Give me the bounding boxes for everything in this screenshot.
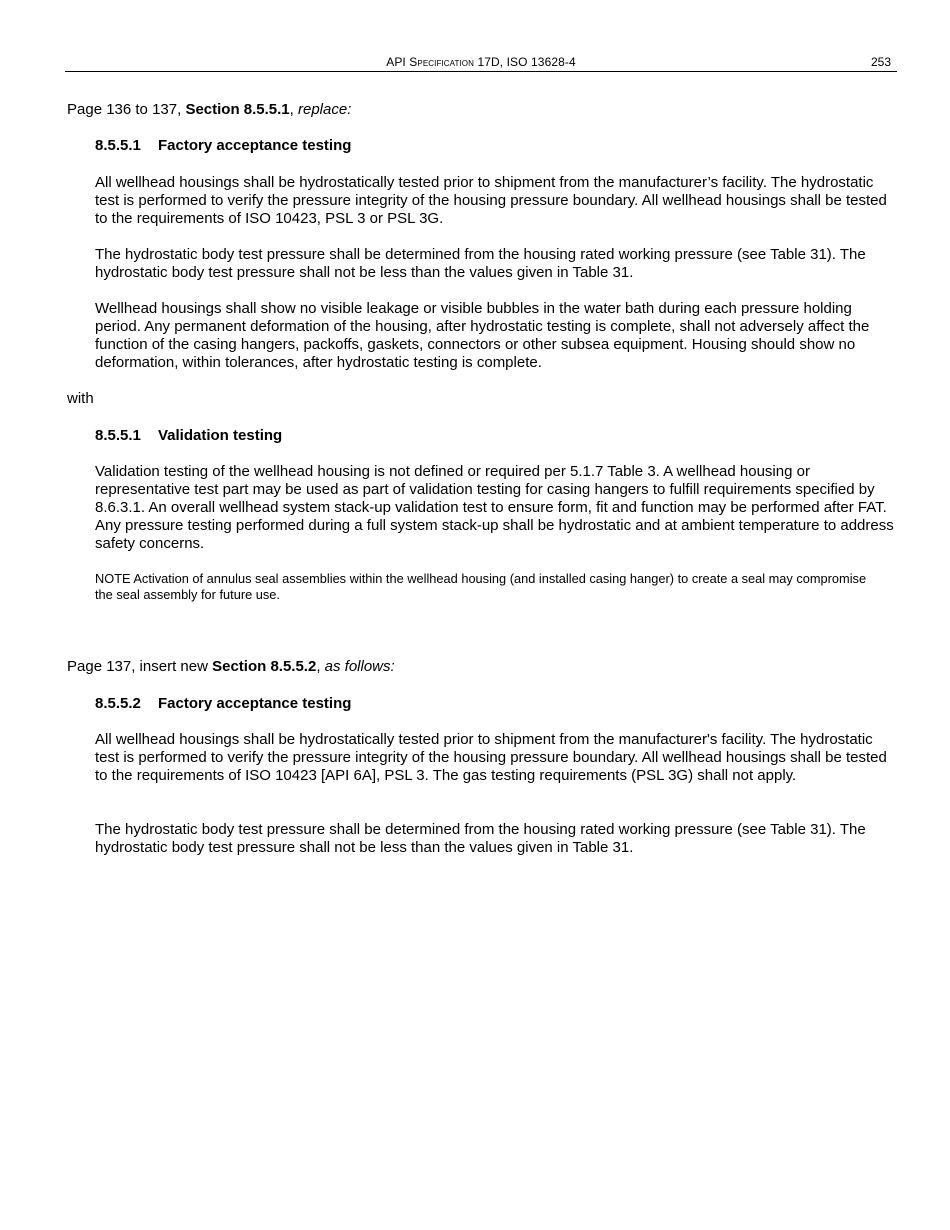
header-title: API Specification 17D, ISO 13628-4 [386, 55, 576, 69]
note-paragraph: NOTE Activation of annulus seal assemblies within the wellhead housing (and installed casing hanger) to create a seal may compromise the seal assembly for future use. [95, 571, 867, 602]
instruction-separator: , [289, 101, 298, 118]
page-number: 253 [870, 55, 891, 69]
instruction-prefix: Page 137, insert new [67, 658, 213, 675]
replace-instruction [67, 101, 351, 119]
clause-title: Factory acceptance testing [158, 695, 352, 712]
body-paragraph: The hydrostatic body test pressure shall be determined from the housing rated working pressure (see Table 31). The hydrostatic body test pressure shall not be less than the values given in Table 31. [95, 246, 866, 281]
instruction-section-ref: Section 8.5.5.2 [212, 658, 317, 675]
body-paragraph: The hydrostatic body test pressure shall be determined from the housing rated working pressure (see Table 31). The hydrostatic body test pressure shall not be less than the values given in Table 31. [95, 821, 866, 856]
clause-number: 8.5.5.1 [95, 137, 141, 154]
clause-heading-8-5-5-2-fat [95, 695, 351, 713]
instruction-prefix: Page 136 to 137, [67, 101, 186, 118]
instruction-action: replace: [298, 101, 352, 118]
body-paragraph: Wellhead housings shall show no visible leakage or visible bubbles in the water bath during each pressure holding period. Any permanent deformation of the housing, after hydrostatic testing is complete, shall not adversely affect the function of the casing hangers, packoffs, gaskets, connectors or other subsea equipment. Housing should show no deformation, within tolerances, after hydrostatic testing is complete. [95, 300, 870, 371]
body-paragraph: All wellhead housings shall be hydrostatically tested prior to shipment from the manufacturer’s facility. The hydrostatic test is performed to verify the pressure integrity of the housing pressure boundary. All wellhead housings shall be tested to the requirements of ISO 10423, PSL 3 or PSL 3G. [95, 174, 887, 227]
with-label: with [67, 390, 94, 407]
insert-instruction [67, 658, 395, 676]
instruction-separator: , [316, 658, 325, 675]
body-paragraph: Validation testing of the wellhead housing is not defined or required per 5.1.7 Table 3. A wellhead housing or representative test part may be used as part of validation testing for casing hangers to fulfill requirements specified by 8.6.3.1. An overall wellhead system stack-up validation test to ensure form, fit and function may be performed after FAT. Any pressure testing performed during a full system stack-up shall be hydrostatic and at ambient temperature to address safety concerns. [95, 463, 894, 552]
page-header [65, 54, 897, 72]
instruction-action: as follows: [324, 658, 395, 675]
clause-number: 8.5.5.2 [95, 695, 141, 712]
body-paragraph: All wellhead housings shall be hydrostatically tested prior to shipment from the manufacturer's facility. The hydrostatic test is performed to verify the pressure integrity of the housing pressure boundary. All wellhead housings shall be tested to the requirements of ISO 10423 [API 6A], PSL 3. The gas testing requirements (PSL 3G) shall not apply. [95, 731, 887, 784]
clause-heading-8-5-5-1-fat [95, 137, 351, 155]
clause-number: 8.5.5.1 [95, 427, 141, 444]
clause-heading-8-5-5-1-validation [95, 427, 282, 445]
clause-title: Factory acceptance testing [158, 137, 352, 154]
clause-title: Validation testing [158, 427, 283, 444]
instruction-section-ref: Section 8.5.5.1 [185, 101, 290, 118]
